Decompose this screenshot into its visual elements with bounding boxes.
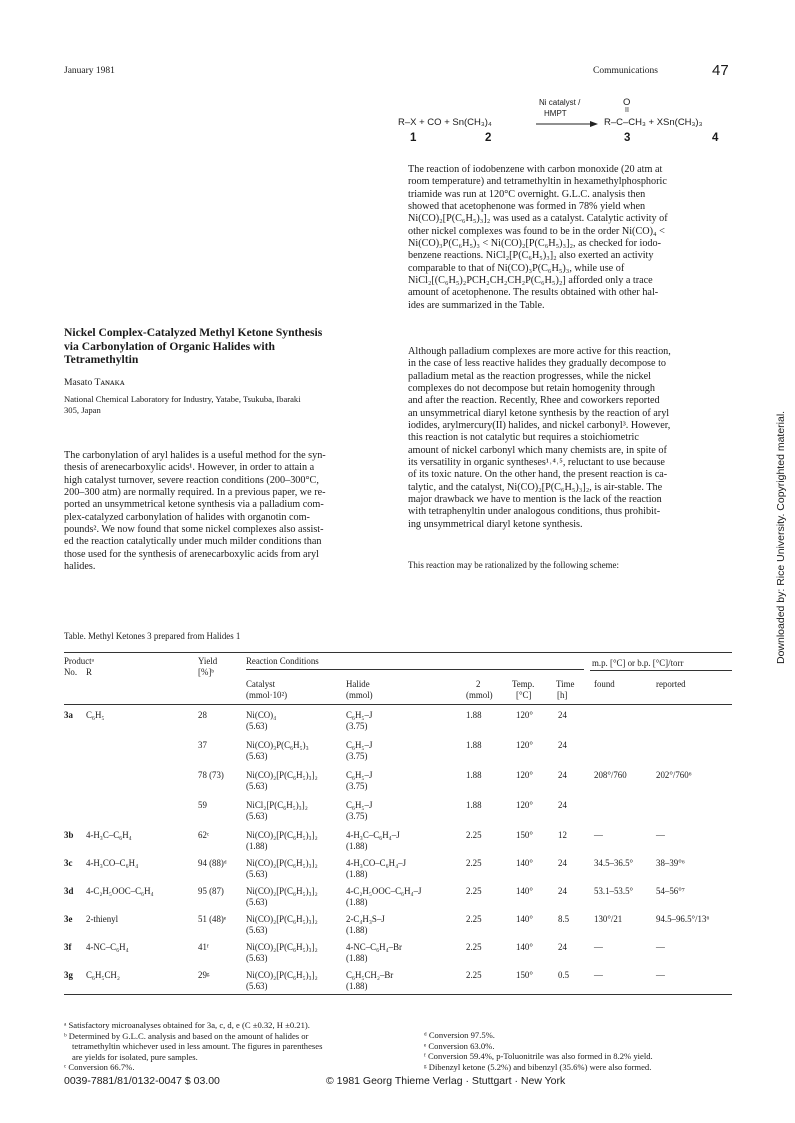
header-catalyst: Catalyst [246,679,276,689]
table-cell-hal: C₆H₅–J [346,800,373,810]
table-cell-two: 2.25 [466,830,482,840]
text-line: ed the reaction catalytically under much milder conditions than [64,536,322,548]
table-cell-hal_amt: (3.75) [346,811,368,821]
table-rule-bottom [64,994,732,995]
table-cell-temp: 140° [516,942,533,952]
table-cell-hal: C₆H₅CH₂–Br [346,970,394,980]
table-cell-temp: 120° [516,710,533,720]
text-line: those used for the synthesis of arenecarboxylic acids from aryl [64,548,319,560]
reaction-products: R–C–CH₃ + XSn(CH₃)₃ [604,117,703,128]
table-cell-temp: 150° [516,830,533,840]
text-line: with tetraphenyltin under analogous conditions, thus prohibit- [408,506,661,518]
footnotes-right [424,1030,736,1072]
title-line: Nickel Complex-Catalyzed Methyl Ketone Synthesis [64,326,323,339]
header-2-unit: (mmol) [466,690,493,700]
affiliation-line: 305, Japan [64,405,101,415]
table-cell-no: 3g [64,970,73,980]
table-cell-two: 1.88 [466,770,482,780]
table-cell-time: 24 [558,942,567,952]
header-reported: reported [656,679,686,689]
table-cell-time: 24 [558,886,567,896]
table-cell-yield: 94 (88)ᵈ [198,858,227,868]
table-cell-yield: 41ᶠ [198,942,209,952]
header-date: January 1981 [64,66,115,76]
table-cell-reported: 54–56°⁷ [656,886,685,896]
table-cell-temp: 140° [516,858,533,868]
table-cell-cat: NiCl₂[P(C₆H₅)₃]₂ [246,800,308,810]
table-cell-time: 12 [558,830,567,840]
table-cell-cat: Ni(CO)₃P(C₆H₅)₃ [246,740,309,750]
header-no: No. [64,667,78,677]
text-line: iodides, arylmercury(II) halides, and nickel carbonyl³. However, [408,420,671,432]
table-cell-cat_amt: (5.63) [246,981,268,991]
table-cell-cat_amt: (5.63) [246,925,268,935]
table-cell-yield: 95 (87) [198,886,224,896]
table-cell-two: 2.25 [466,970,482,980]
footnote-d: ᵈ Conversion 97.5%. [424,1030,495,1040]
text-line: amount of acetophenone. The results obtained with other hal- [408,287,659,299]
table-cell-time: 24 [558,770,567,780]
table-cell-r: C₆H₅ [86,710,105,720]
table-cell-yield: 51 (48)ᵉ [198,914,227,924]
table-cell-no: 3c [64,858,73,868]
table-cell-temp: 120° [516,800,533,810]
table-cell-time: 24 [558,800,567,810]
text-line: pounds². We now found that some nickel complexes also assist- [64,524,324,536]
header-conditions: Reaction Conditions [246,656,319,666]
page-number: 47 [712,62,729,79]
title-line: Tetramethyltin [64,353,139,366]
table-rule-header [64,704,732,705]
text-line: talytic, and the catalyst, Ni(CO)₂[P(C₆H₅)₃]₂, is air-stable. The [408,481,663,493]
right-paragraph-2 [408,346,736,531]
table-cell-found: 130°/21 [594,914,623,924]
header-yield-unit: [%]ᵇ [198,667,215,677]
text-line: thesis of arenecarboxylic acids¹. However, in order to attain a [64,462,315,474]
text-line: palladium metal as the reaction progresses, while the nickel [408,370,652,382]
table-cell-yield: 78 (73) [198,770,224,780]
table-cell-hal_amt: (3.75) [346,721,368,731]
table-cell-temp: 120° [516,740,533,750]
table-cell-reported: 202°/760⁶ [656,770,692,780]
ketone-table [64,650,732,1010]
table-cell-no: 3f [64,942,72,952]
header-halide-unit: (mmol) [346,690,373,700]
table-cell-reported: — [656,942,665,952]
table-cell-hal: 4-H₃C–C₆H₄–J [346,830,400,840]
table-cell-cat_amt: (1.88) [246,841,268,851]
footnote-f: ᶠ Conversion 59.4%, p-Toluonitrile was also formed in 8.2% yield. [424,1051,653,1062]
table-cell-found: — [594,970,603,980]
table-cell-r: 2-thienyl [86,914,119,924]
table-cell-time: 24 [558,710,567,720]
affiliation [64,394,394,416]
footnote-c: ᶜ Conversion 66.7%. [64,1062,135,1073]
header-temp: Temp. [512,679,535,689]
author: Masato Tᴀɴᴀᴋᴀ [64,377,125,388]
label-4: 4 [712,132,719,144]
text-line: halides. [64,561,96,573]
table-cell-cat_amt: (5.63) [246,869,268,879]
text-line: ing unsymmetrical diaryl ketone synthesis. [408,518,583,530]
footnote-g: ᵍ Dibenzyl ketone (5.2%) and bibenzyl (35.6%) were also formed. [424,1061,652,1072]
text-line: Ni(CO)₃P(C₆H₅)₃ < Ni(CO)₂[P(C₆H₅)₃]₂, as checked for iodo- [408,238,662,250]
left-paragraph [64,450,392,573]
text-line: in the case of less reactive halides they gradually decompose to [408,358,666,370]
footnote-b: ᵇ Determined by G.L.C. analysis and based on the amount of halides or [64,1030,309,1041]
table-cell-r: 4-NC–C₆H₄ [86,942,129,952]
table-cell-temp: 140° [516,914,533,924]
table-cell-found: 34.5–36.5° [594,858,634,868]
table-cell-cat_amt: (5.63) [246,953,268,963]
carbonyl-double-bond: II [625,107,629,114]
footnote-b-cont: tetramethyltin whichever used in less amount. The figures in parentheses [72,1041,323,1052]
table-cell-cat: Ni(CO)₂[P(C₆H₅)₃]₂ [246,886,318,896]
table-cell-two: 1.88 [466,800,482,810]
table-cell-r: 4-C₂H₅OOC–C₆H₄ [86,886,154,896]
table-cell-two: 1.88 [466,740,482,750]
text-line: high catalyst turnover, severe reaction conditions (200–300°C, [64,474,319,486]
table-cell-yield: 37 [198,740,207,750]
carbonyl-oxygen: O [623,97,631,108]
table-cell-cat: Ni(CO)₂[P(C₆H₅)₃]₂ [246,830,318,840]
right-paragraph-1 [408,164,736,312]
table-cell-reported: 94.5–96.5°/13⁶ [656,914,710,924]
table-cell-cat: Ni(CO)₂[P(C₆H₅)₃]₂ [246,914,318,924]
table-cell-r: C₆H₅CH₂ [86,970,120,980]
table-cell-yield: 59 [198,800,207,810]
text-line: this reaction is not catalytic but requires a stoichiometric [408,432,639,444]
label-2: 2 [485,132,492,144]
table-cell-yield: 62ᶜ [198,830,210,840]
header-2: 2 [476,679,481,689]
text-line: comparable to that of Ni(CO)₃P(C₆H₅)₃, while use of [408,262,625,274]
table-cell-yield: 28 [198,710,207,720]
label-1: 1 [410,132,417,144]
issn-code: 0039-7881/81/0132-0047 $ 03.00 [64,1075,220,1087]
affiliation-line: National Chemical Laboratory for Industry, Yatabe, Tsukuba, Ibaraki [64,394,301,404]
download-note: Downloaded by: Rice University. Copyrighted material. [775,410,787,664]
text-line: an unsymmetrical diaryl ketone synthesis by the reaction of aryl [408,407,670,419]
table-cell-yield: 29ᵍ [198,970,210,980]
text-line: The reaction of iodobenzene with carbon monoxide (20 atm at [408,164,663,175]
table-cell-temp: 120° [516,770,533,780]
table-cell-found: 208°/760 [594,770,627,780]
table-cell-no: 3a [64,710,73,720]
table-caption: Table. Methyl Ketones 3 prepared from Halides 1 [64,631,241,641]
text-line: other nickel complexes was found to be in the order Ni(CO)₄ < [408,225,665,237]
text-line: NiCl₂[(C₆H₅)₂PCH₂CH₂CH₂P(C₆H₅)₂] afforded only a trace [408,275,653,287]
table-cell-r: 4-H₃CO–C₆H₄ [86,858,139,868]
table-cell-two: 2.25 [466,858,482,868]
label-3: 3 [624,132,631,144]
text-line: complexes do not decompose but retain homogenity through [408,383,655,395]
table-cell-two: 1.88 [466,710,482,720]
header-r: R [86,667,92,677]
table-cell-temp: 140° [516,886,533,896]
table-cell-time: 0.5 [558,970,570,980]
table-cell-time: 8.5 [558,914,570,924]
table-cell-no: 3e [64,914,73,924]
table-cell-cat: Ni(CO)₄ [246,710,277,720]
text-line: showed that acetophenone was formed in 78% yield when [408,201,646,213]
text-line: 200–300 atm) are normally required. In a previous paper, we re- [64,487,326,499]
text-line: and after the reaction. Recently, Rhee and coworkers reported [408,395,660,407]
header-time-unit: [h] [557,690,568,700]
table-cell-found: — [594,942,603,952]
reaction-reactants: R–X + CO + Sn(CH₃)₄ [398,117,492,128]
text-line: benzene reactions. NiCl₂[P(C₆H₅)₃]₂ also exerted an activity [408,250,654,262]
mp-rule [590,670,732,671]
conditions-rule [246,669,584,670]
table-cell-cat_amt: (5.63) [246,721,268,731]
table-cell-cat_amt: (5.63) [246,897,268,907]
scheme-note: This reaction may be rationalized by the following scheme: [408,560,619,570]
copyright: © 1981 Georg Thieme Verlag · Stuttgart · New York [326,1075,566,1087]
header-product: Productᵃ [64,656,95,666]
table-cell-hal: C₆H₅–J [346,770,373,780]
title-line: via Carbonylation of Organic Halides with [64,339,275,353]
text-line: Ni(CO)₂[P(C₆H₅)₃]₂ was used as a catalyst. Catalytic activity of [408,213,668,225]
table-cell-hal_amt: (1.88) [346,981,368,991]
table-cell-two: 2.25 [466,942,482,952]
header-halide: Halide [346,679,370,689]
table-cell-hal_amt: (3.75) [346,781,368,791]
table-cell-hal: 2-C₄H₃S–J [346,914,385,924]
table-cell-no: 3b [64,830,74,840]
text-line: Although palladium complexes are more active for this reaction, [408,346,671,357]
table-cell-found: 53.1–53.5° [594,886,634,896]
header-yield: Yield [198,656,218,666]
footnote-e: ᵉ Conversion 63.0%. [424,1040,495,1051]
table-cell-hal: 4-H₃CO–C₆H₄–J [346,858,407,868]
table-cell-hal_amt: (1.88) [346,869,368,879]
table-cell-hal_amt: (1.88) [346,953,368,963]
header-section: Communications [593,66,658,76]
text-line: plex-catalyzed carbonylation of halides with organotin com- [64,511,310,523]
footnote-b-cont: are yields for isolated, pure samples. [72,1051,198,1062]
footnote-a: ᵃ Satisfactory microanalyses obtained for 3a, c, d, e (C ±0.32, H ±0.21). [64,1020,310,1030]
table-cell-reported: — [656,970,665,980]
text-line: ported an unsymmetrical ketone synthesis via a palladium com- [64,499,324,511]
table-cell-hal: 4-C₂H₅OOC–C₆H₄–J [346,886,422,896]
table-cell-hal_amt: (1.88) [346,897,368,907]
header-mp: m.p. [°C] or b.p. [°C]/torr [592,658,684,668]
table-cell-hal_amt: (1.88) [346,925,368,935]
table-cell-reported: 38–39°⁶ [656,858,685,868]
text-line: The carbonylation of aryl halides is a useful method for the syn- [64,450,326,461]
table-cell-hal: 4-NC–C₆H₄–Br [346,942,402,952]
text-line: of its toxic nature. On the other hand, the present reaction is ca- [408,469,668,481]
text-line: major drawback we have to mention is the lack of the reaction [408,494,662,506]
table-cell-cat: Ni(CO)₂[P(C₆H₅)₃]₂ [246,770,318,780]
table-cell-hal_amt: (1.88) [346,841,368,851]
table-cell-two: 2.25 [466,886,482,896]
table-cell-found: — [594,830,603,840]
table-cell-time: 24 [558,858,567,868]
table-cell-cat_amt: (5.63) [246,811,268,821]
text-line: triamide was run at 120°C overnight. G.L.C. analysis then [408,188,646,200]
header-found: found [594,679,615,689]
text-line: ides are summarized in the Table. [408,299,545,311]
table-cell-hal: C₆H₅–J [346,740,373,750]
table-cell-cat_amt: (5.63) [246,781,268,791]
table-rule-top [64,652,732,653]
text-line: its versatility in organic syntheses¹˒⁴˒⁵, reluctant to use because [408,457,665,469]
footnotes-left [64,1020,404,1073]
table-cell-reported: — [656,830,665,840]
reaction-arrow [536,120,598,128]
text-line: room temperature) and tetramethyltin in hexamethylphosphoric [408,176,667,188]
table-cell-cat: Ni(CO)₂[P(C₆H₅)₃]₂ [246,970,318,980]
table-cell-cat: Ni(CO)₂[P(C₆H₅)₃]₂ [246,942,318,952]
header-time: Time [556,679,575,689]
reaction-scheme [398,96,738,148]
reaction-catalyst: Ni catalyst / [539,98,581,107]
article-title [64,326,394,367]
table-cell-cat: Ni(CO)₂[P(C₆H₅)₃]₂ [246,858,318,868]
header-temp-unit: [°C] [516,690,532,700]
table-cell-r: 4-H₃C–C₆H₄ [86,830,132,840]
text-line: amount of nickel carbonyl which many chemists are, in spite of [408,444,667,456]
table-cell-hal: C₆H₅–J [346,710,373,720]
table-cell-two: 2.25 [466,914,482,924]
table-cell-cat_amt: (5.63) [246,751,268,761]
reaction-solvent: HMPT [544,109,567,118]
table-cell-hal_amt: (3.75) [346,751,368,761]
table-cell-temp: 150° [516,970,533,980]
table-cell-time: 24 [558,740,567,750]
table-cell-no: 3d [64,886,74,896]
header-catalyst-unit: (mmol·10²) [246,690,288,700]
